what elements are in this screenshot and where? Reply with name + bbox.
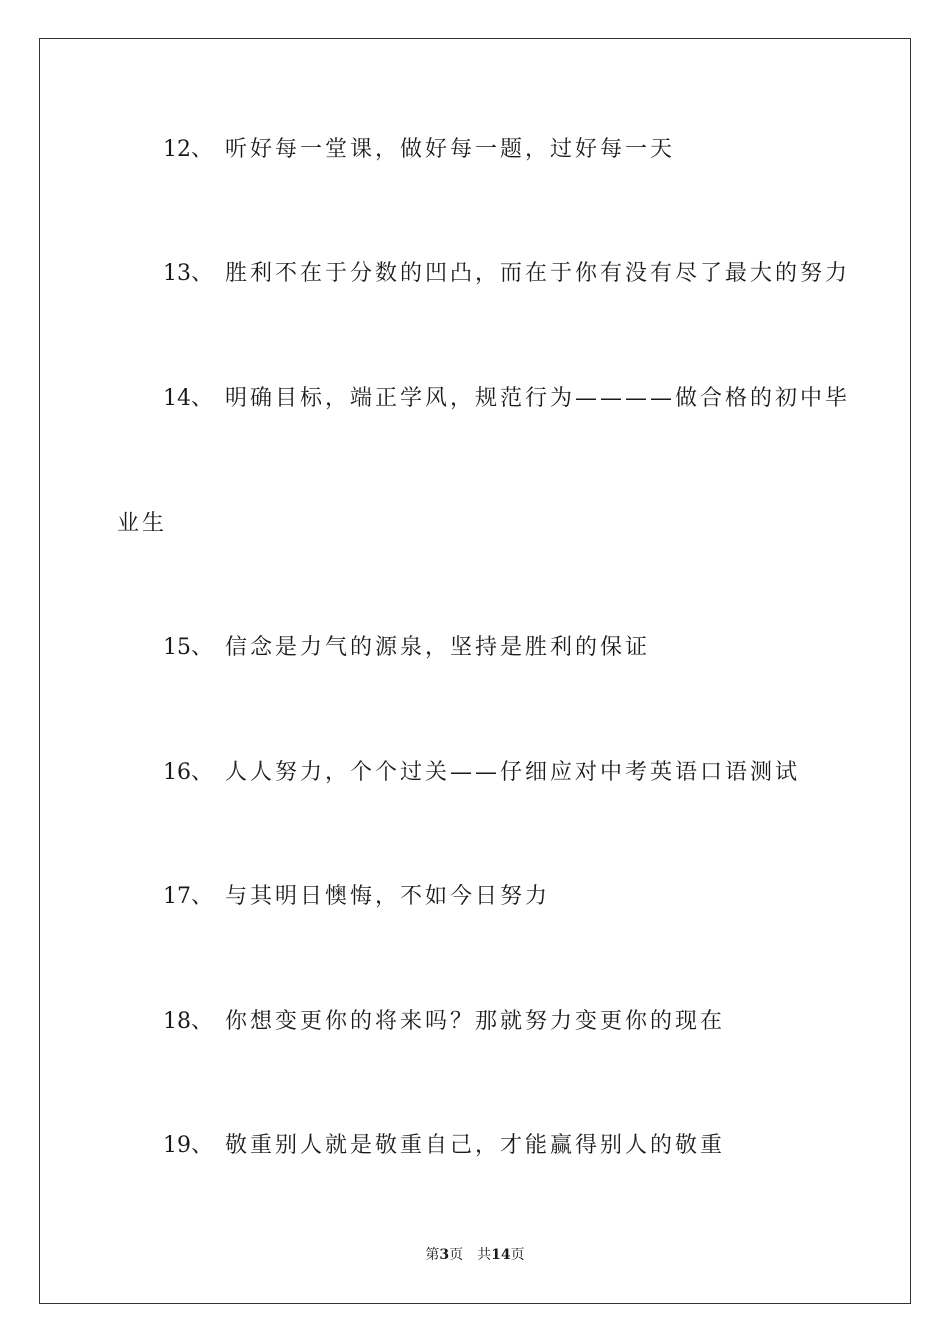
item-number: 15、 xyxy=(163,635,213,660)
footer-total-prefix: 共 xyxy=(477,1247,492,1263)
item-text-continuation: 业生 xyxy=(117,511,168,536)
item-number: 16、 xyxy=(163,760,213,785)
item-text: 听好每一堂课，做好每一题，过好每一天 xyxy=(225,137,676,162)
page-border xyxy=(39,38,911,1304)
list-item xyxy=(163,136,675,164)
item-number: 12、 xyxy=(163,137,213,162)
page-footer xyxy=(0,1246,950,1264)
item-number: 13、 xyxy=(163,261,213,286)
item-text: 明确目标，端正学风，规范行为————做合格的初中毕 xyxy=(225,386,851,411)
item-text: 与其明日懊悔，不如今日努力 xyxy=(225,884,551,909)
footer-total-suffix: 页 xyxy=(510,1247,525,1263)
footer-page-word: 页 xyxy=(449,1247,464,1263)
item-text: 人人努力，个个过关——仔细应对中考英语口语测试 xyxy=(225,760,801,785)
list-item xyxy=(163,1008,725,1036)
item-number: 14、 xyxy=(163,386,213,411)
item-text: 胜利不在于分数的凹凸，而在于你有没有尽了最大的努力 xyxy=(225,261,851,286)
total-pages-number: 14 xyxy=(491,1247,511,1263)
list-item xyxy=(163,759,800,787)
list-item xyxy=(163,260,850,288)
footer-prefix: 第 xyxy=(425,1247,440,1263)
list-item xyxy=(163,883,550,911)
item-number: 19、 xyxy=(163,1133,213,1158)
current-page-number: 3 xyxy=(439,1247,450,1263)
list-item xyxy=(163,634,650,662)
item-number: 18、 xyxy=(163,1009,213,1034)
item-text: 你想变更你的将来吗？那就努力变更你的现在 xyxy=(225,1009,726,1034)
item-text: 信念是力气的源泉，坚持是胜利的保证 xyxy=(225,635,651,660)
item-text: 敬重别人就是敬重自己，才能赢得别人的敬重 xyxy=(225,1133,726,1158)
list-item-continuation xyxy=(117,510,167,538)
list-item xyxy=(163,1132,725,1160)
list-item xyxy=(163,385,850,413)
item-number: 17、 xyxy=(163,884,213,909)
